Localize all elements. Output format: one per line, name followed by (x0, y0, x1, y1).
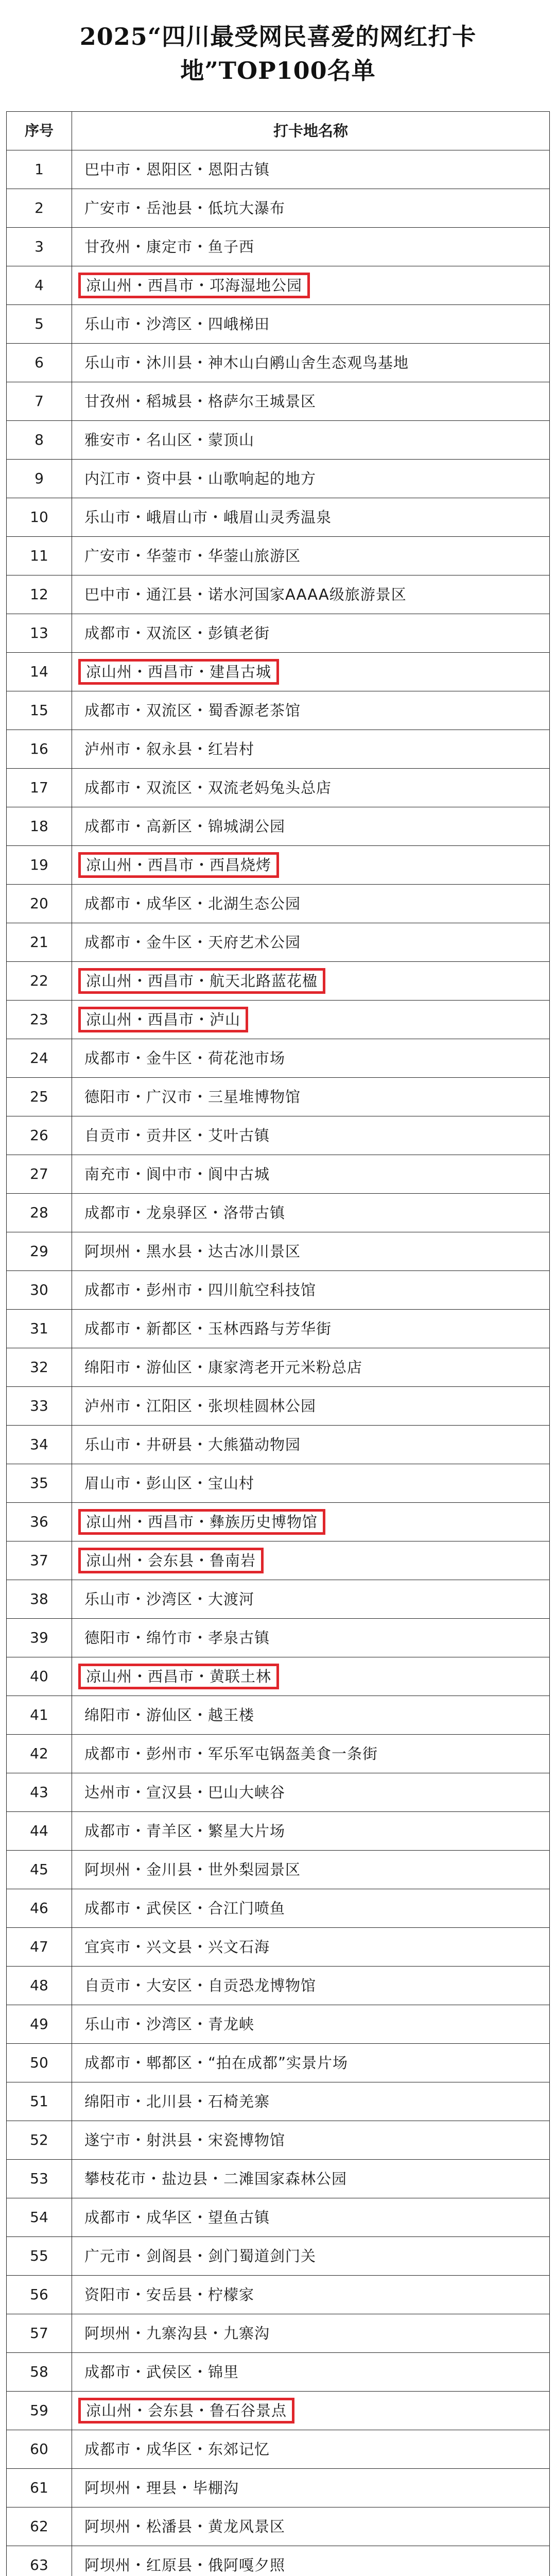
place-name: 阿坝州・理县・毕棚沟 (84, 2479, 239, 2497)
name-cell (72, 962, 550, 1001)
table-row (7, 2469, 550, 2507)
table-row (7, 2314, 550, 2353)
table-row (7, 305, 550, 344)
highlighted-place-name: 凉山州・会东县・鲁石谷景点 (78, 2398, 294, 2424)
rank-cell: 44 (7, 1812, 72, 1851)
table-row (7, 2353, 550, 2392)
table-row (7, 885, 550, 923)
table-row (7, 382, 550, 421)
name-cell (72, 2469, 550, 2507)
highlighted-place-name: 凉山州・西昌市・泸山 (78, 1007, 248, 1032)
highlighted-place-name: 凉山州・会东县・鲁南岩 (78, 1548, 264, 1573)
table-row (7, 1426, 550, 1464)
table-row (7, 1039, 550, 1078)
rank-cell: 38 (7, 1580, 72, 1619)
name-cell (72, 1967, 550, 2005)
table-row (7, 2160, 550, 2198)
name-cell (72, 1387, 550, 1426)
table-row (7, 421, 550, 460)
name-cell (72, 1773, 550, 1812)
place-name: 甘孜州・康定市・鱼子西 (84, 238, 255, 256)
place-name: 成都市・武侯区・合江门喷鱼 (84, 1900, 286, 1917)
name-cell (72, 846, 550, 885)
highlighted-place-name: 凉山州・西昌市・建昌古城 (78, 659, 279, 685)
place-name: 阿坝州・九寨沟县・九寨沟 (84, 2325, 270, 2342)
place-name: 成都市・郫都区・“拍在成都”实景片场 (84, 2054, 349, 2072)
name-cell (72, 1155, 550, 1194)
title-line-2: 地”TOP100名单 (180, 57, 376, 84)
place-name: 成都市・高新区・锦城湖公园 (84, 818, 286, 835)
table-row (7, 344, 550, 382)
rank-cell: 56 (7, 2276, 72, 2314)
place-name: 眉山市・彭山区・宝山村 (84, 1475, 255, 1492)
rank-cell: 31 (7, 1310, 72, 1348)
place-name: 乐山市・沙湾区・青龙峡 (84, 2015, 255, 2033)
place-name: 自贡市・贡井区・艾叶古镇 (84, 1127, 270, 1144)
title-line-1: 2025“四川最受网民喜爱的网红打卡 (79, 23, 477, 50)
rank-cell: 35 (7, 1464, 72, 1503)
name-cell (72, 421, 550, 460)
table-row (7, 228, 550, 266)
table-row (7, 150, 550, 189)
rank-cell: 55 (7, 2237, 72, 2276)
place-name: 南充市・阆中市・阆中古城 (84, 1165, 270, 1183)
rank-cell: 29 (7, 1232, 72, 1271)
rank-cell: 48 (7, 1967, 72, 2005)
name-cell (72, 2082, 550, 2121)
rank-cell: 6 (7, 344, 72, 382)
rank-cell: 60 (7, 2430, 72, 2469)
place-name: 内江市・资中县・山歌响起的地方 (84, 470, 317, 487)
table-row (7, 1696, 550, 1735)
rank-cell: 45 (7, 1851, 72, 1889)
rank-cell: 46 (7, 1889, 72, 1928)
place-name: 绵阳市・游仙区・康家湾老开元米粉总店 (84, 1359, 363, 1376)
name-cell (72, 2276, 550, 2314)
name-cell (72, 923, 550, 962)
name-cell (72, 1232, 550, 1271)
table-header-row (7, 112, 550, 150)
rank-column-header: 序号 (7, 112, 72, 150)
table-row (7, 1889, 550, 1928)
table-row (7, 189, 550, 228)
place-name: 广元市・剑阁县・剑门蜀道剑门关 (84, 2247, 317, 2265)
rank-cell: 16 (7, 730, 72, 769)
rank-cell: 26 (7, 1116, 72, 1155)
highlighted-place-name: 凉山州・西昌市・邛海湿地公园 (78, 273, 310, 298)
name-cell (72, 266, 550, 305)
place-name: 成都市・武侯区・锦里 (84, 2363, 239, 2381)
table-row (7, 2507, 550, 2546)
rank-cell: 42 (7, 1735, 72, 1773)
rank-cell: 12 (7, 575, 72, 614)
place-name: 成都市・新都区・玉林西路与芳华街 (84, 1320, 332, 1337)
rank-cell: 7 (7, 382, 72, 421)
name-cell (72, 1039, 550, 1078)
table-row (7, 498, 550, 537)
name-cell (72, 537, 550, 575)
table-row (7, 2082, 550, 2121)
rank-cell: 24 (7, 1039, 72, 1078)
name-cell (72, 1001, 550, 1039)
table-row (7, 1851, 550, 1889)
rank-cell: 58 (7, 2353, 72, 2392)
name-cell (72, 1580, 550, 1619)
rank-cell: 53 (7, 2160, 72, 2198)
table-row (7, 1541, 550, 1580)
rank-cell: 40 (7, 1657, 72, 1696)
highlighted-place-name: 凉山州・西昌市・航天北路蓝花楹 (78, 968, 325, 994)
table-row (7, 266, 550, 305)
rank-cell: 30 (7, 1271, 72, 1310)
name-cell (72, 1735, 550, 1773)
place-name: 成都市・金牛区・荷花池市场 (84, 1049, 286, 1067)
table-row (7, 769, 550, 807)
name-cell (72, 1851, 550, 1889)
table-row (7, 691, 550, 730)
name-cell (72, 614, 550, 653)
place-name: 成都市・成华区・北湖生态公园 (84, 895, 301, 912)
table-row (7, 962, 550, 1001)
table-row (7, 2237, 550, 2276)
table-row (7, 1967, 550, 2005)
name-cell (72, 1889, 550, 1928)
rank-cell: 2 (7, 189, 72, 228)
rank-cell: 34 (7, 1426, 72, 1464)
rank-cell: 20 (7, 885, 72, 923)
table-row (7, 460, 550, 498)
rank-cell: 23 (7, 1001, 72, 1039)
name-cell (72, 2160, 550, 2198)
place-name: 绵阳市・北川县・石椅羌寨 (84, 2093, 270, 2110)
rank-cell: 39 (7, 1619, 72, 1657)
rank-cell: 27 (7, 1155, 72, 1194)
name-cell (72, 1619, 550, 1657)
rank-cell: 62 (7, 2507, 72, 2546)
name-cell (72, 1426, 550, 1464)
rank-cell: 57 (7, 2314, 72, 2353)
name-cell (72, 1116, 550, 1155)
table-row (7, 537, 550, 575)
name-cell (72, 344, 550, 382)
rank-cell: 32 (7, 1348, 72, 1387)
rank-cell: 4 (7, 266, 72, 305)
table-row (7, 1773, 550, 1812)
name-cell (72, 1541, 550, 1580)
table-row (7, 2044, 550, 2082)
name-cell (72, 305, 550, 344)
table-row (7, 614, 550, 653)
table-row (7, 1116, 550, 1155)
table-row (7, 1348, 550, 1387)
name-cell (72, 2392, 550, 2430)
name-cell (72, 1503, 550, 1541)
rank-cell: 63 (7, 2546, 72, 2576)
rank-cell: 49 (7, 2005, 72, 2044)
rank-cell: 51 (7, 2082, 72, 2121)
name-cell (72, 575, 550, 614)
rank-cell: 47 (7, 1928, 72, 1967)
place-name: 德阳市・绵竹市・孝泉古镇 (84, 1629, 270, 1647)
name-cell (72, 1348, 550, 1387)
table-row (7, 1155, 550, 1194)
place-name: 泸州市・江阳区・张坝桂圆林公园 (84, 1397, 317, 1415)
place-name: 成都市・金牛区・天府艺术公园 (84, 934, 301, 951)
name-cell (72, 769, 550, 807)
place-name: 阿坝州・红原县・俄阿嘎夕照 (84, 2556, 286, 2574)
highlighted-place-name: 凉山州・西昌市・西昌烧烤 (78, 852, 279, 878)
place-name: 成都市・彭州市・四川航空科技馆 (84, 1281, 317, 1299)
place-name: 成都市・双流区・双流老妈兔头总店 (84, 779, 332, 796)
place-name: 成都市・成华区・望鱼古镇 (84, 2209, 270, 2226)
name-cell (72, 2430, 550, 2469)
name-cell (72, 1271, 550, 1310)
table-row (7, 1503, 550, 1541)
place-name: 雅安市・名山区・蒙顶山 (84, 431, 255, 449)
table-row (7, 2005, 550, 2044)
place-name: 巴中市・通江县・诺水河国家AAAA级旅游景区 (84, 586, 407, 603)
name-cell (72, 807, 550, 846)
place-name: 成都市・龙泉驿区・洛带古镇 (84, 1204, 286, 1222)
name-cell (72, 2005, 550, 2044)
place-name: 德阳市・广汉市・三星堆博物馆 (84, 1088, 301, 1106)
table-row (7, 2198, 550, 2237)
name-cell (72, 1310, 550, 1348)
name-cell (72, 653, 550, 691)
rank-cell: 10 (7, 498, 72, 537)
name-cell (72, 2546, 550, 2576)
place-name: 成都市・青羊区・繁星大片场 (84, 1822, 286, 1840)
table-row (7, 2546, 550, 2576)
place-name: 成都市・双流区・蜀香源老茶馆 (84, 702, 301, 719)
name-cell (72, 1078, 550, 1116)
name-cell (72, 2507, 550, 2546)
place-name: 乐山市・井研县・大熊猫动物园 (84, 1436, 301, 1453)
rank-cell: 18 (7, 807, 72, 846)
place-name: 乐山市・沐川县・神木山白鹇山舍生态观鸟基地 (84, 354, 409, 371)
rank-cell: 14 (7, 653, 72, 691)
name-cell (72, 2044, 550, 2082)
rank-cell: 43 (7, 1773, 72, 1812)
table-row (7, 1657, 550, 1696)
rank-cell: 22 (7, 962, 72, 1001)
name-cell (72, 2121, 550, 2160)
table-row (7, 1387, 550, 1426)
table-row (7, 846, 550, 885)
rank-cell: 9 (7, 460, 72, 498)
place-name: 成都市・彭州市・军乐军屯锅盔美食一条街 (84, 1745, 378, 1762)
place-name: 阿坝州・金川县・世外梨园景区 (84, 1861, 301, 1878)
rank-cell: 3 (7, 228, 72, 266)
name-cell (72, 2353, 550, 2392)
rank-cell: 61 (7, 2469, 72, 2507)
rank-cell: 37 (7, 1541, 72, 1580)
name-cell (72, 228, 550, 266)
name-cell (72, 382, 550, 421)
place-name: 甘孜州・稻城县・格萨尔王城景区 (84, 393, 317, 410)
name-column-header: 打卡地名称 (72, 112, 550, 150)
table-row (7, 1619, 550, 1657)
rank-cell: 28 (7, 1194, 72, 1232)
place-name: 达州市・宣汉县・巴山大峡谷 (84, 1784, 286, 1801)
name-cell (72, 885, 550, 923)
place-name: 绵阳市・游仙区・越王楼 (84, 1706, 255, 1724)
rank-cell: 13 (7, 614, 72, 653)
table-row (7, 2121, 550, 2160)
table-row (7, 1464, 550, 1503)
place-name: 成都市・成华区・东郊记忆 (84, 2441, 270, 2458)
place-name: 成都市・双流区・彭镇老街 (84, 624, 270, 642)
highlighted-place-name: 凉山州・西昌市・黄联土林 (78, 1664, 279, 1689)
rank-cell: 17 (7, 769, 72, 807)
table-row (7, 1271, 550, 1310)
name-cell (72, 498, 550, 537)
place-name: 遂宁市・射洪县・宋瓷博物馆 (84, 2131, 286, 2149)
rank-cell: 54 (7, 2198, 72, 2237)
place-name: 乐山市・峨眉山市・峨眉山灵秀温泉 (84, 509, 332, 526)
place-name: 广安市・岳池县・低坑大瀑布 (84, 199, 286, 217)
rank-cell: 21 (7, 923, 72, 962)
place-name: 广安市・华蓥市・华蓥山旅游区 (84, 547, 301, 565)
page-title (0, 0, 556, 108)
name-cell (72, 1464, 550, 1503)
table-row (7, 1735, 550, 1773)
ranking-table (6, 111, 550, 2576)
table-row (7, 730, 550, 769)
name-cell (72, 2198, 550, 2237)
rank-cell: 33 (7, 1387, 72, 1426)
name-cell (72, 189, 550, 228)
place-name: 阿坝州・黑水县・达古冰川景区 (84, 1243, 301, 1260)
name-cell (72, 1657, 550, 1696)
table-row (7, 1812, 550, 1851)
table-body (7, 150, 550, 2576)
place-name: 乐山市・沙湾区・四峨梯田 (84, 315, 270, 333)
table-row (7, 575, 550, 614)
table-row (7, 1310, 550, 1348)
rank-cell: 5 (7, 305, 72, 344)
table-row (7, 653, 550, 691)
name-cell (72, 2314, 550, 2353)
rank-cell: 15 (7, 691, 72, 730)
table-row (7, 1580, 550, 1619)
name-cell (72, 1194, 550, 1232)
name-cell (72, 1696, 550, 1735)
table-row (7, 1001, 550, 1039)
name-cell (72, 1928, 550, 1967)
name-cell (72, 730, 550, 769)
rank-cell: 52 (7, 2121, 72, 2160)
place-name: 宜宾市・兴文县・兴文石海 (84, 1938, 270, 1956)
table-row (7, 1194, 550, 1232)
place-name: 泸州市・叙永县・红岩村 (84, 740, 255, 758)
place-name: 乐山市・沙湾区・大渡河 (84, 1590, 255, 1608)
rank-cell: 50 (7, 2044, 72, 2082)
rank-cell: 36 (7, 1503, 72, 1541)
table-row (7, 2276, 550, 2314)
place-name: 攀枝花市・盐边县・二滩国家森林公园 (84, 2170, 348, 2188)
place-name: 资阳市・安岳县・柠檬家 (84, 2286, 255, 2303)
table-row (7, 923, 550, 962)
rank-cell: 41 (7, 1696, 72, 1735)
rank-cell: 11 (7, 537, 72, 575)
rank-cell: 8 (7, 421, 72, 460)
name-cell (72, 150, 550, 189)
place-name: 巴中市・恩阳区・恩阳古镇 (84, 161, 270, 178)
highlighted-place-name: 凉山州・西昌市・彝族历史博物馆 (78, 1509, 325, 1535)
table-row (7, 2392, 550, 2430)
name-cell (72, 460, 550, 498)
table-row (7, 807, 550, 846)
name-cell (72, 2237, 550, 2276)
table-row (7, 1928, 550, 1967)
place-name: 自贡市・大安区・自贡恐龙博物馆 (84, 1977, 317, 1994)
rank-cell: 25 (7, 1078, 72, 1116)
table-row (7, 2430, 550, 2469)
name-cell (72, 691, 550, 730)
rank-cell: 19 (7, 846, 72, 885)
table-row (7, 1232, 550, 1271)
name-cell (72, 1812, 550, 1851)
place-name: 阿坝州・松潘县・黄龙风景区 (84, 2518, 286, 2535)
rank-cell: 59 (7, 2392, 72, 2430)
rank-cell: 1 (7, 150, 72, 189)
table-row (7, 1078, 550, 1116)
